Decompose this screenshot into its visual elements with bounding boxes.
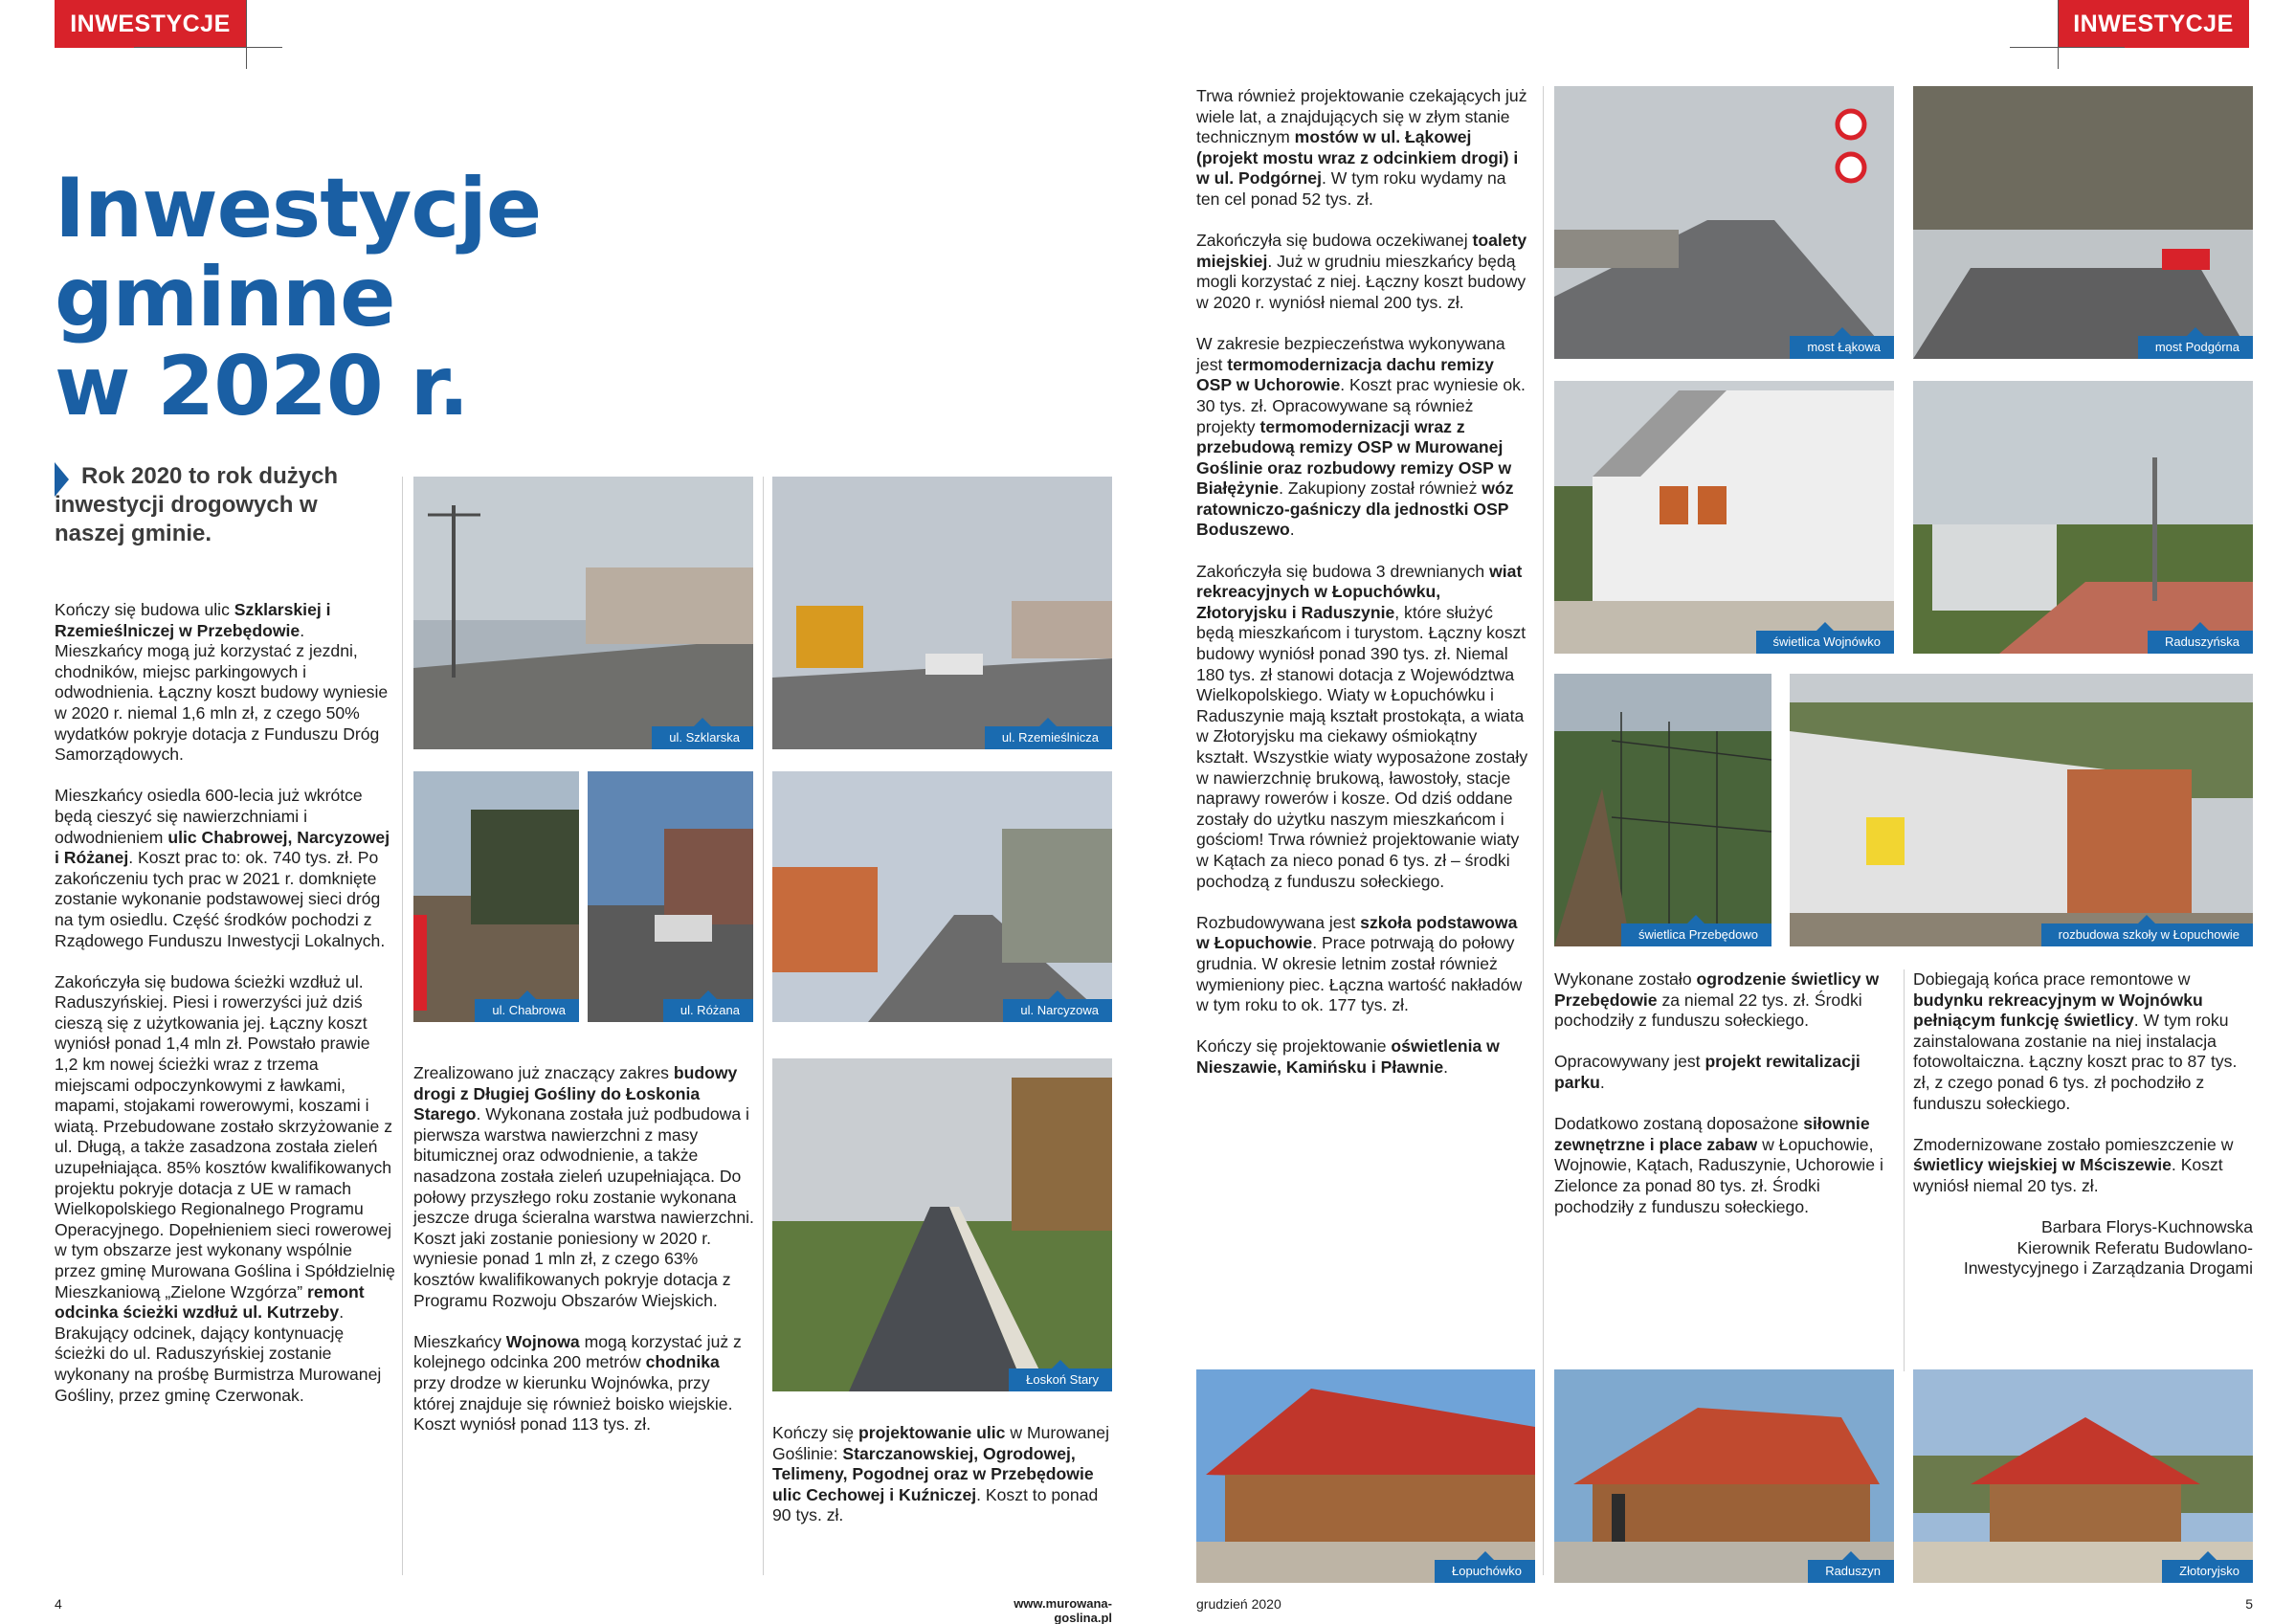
paragraph: Trwa również projektowanie czekających już wiele lat, a znajdujących się w złym stanie technicznym mostów w ul. Łąkowej (projekt mostu wraz z odcinkiem drogi) i w ul. Podgórnej. W tym roku wydamy na ten cel ponad 52 tys. zł. xyxy=(1196,86,1527,209)
lead-text: Rok 2020 to rok dużych inwestycji drogowych w naszej gminie. xyxy=(55,463,339,546)
page-number-right: 5 xyxy=(2245,1596,2253,1612)
author-signature: Barbara Florys-Kuchnowska Kierownik Referatu Budowlano- Inwestycyjnego i Zarządzania Drogami xyxy=(1963,1217,2253,1279)
footer-date: grudzień 2020 xyxy=(1196,1596,1281,1612)
paragraph: Kończy się projektowanie ulic w Murowanej Goślinie: Starczanowskiej, Ogrodowej, Telimeny, Pogodnej oraz w Przebędowie ulic Cechowej i Kuźniczej. Koszt to ponad 90 tys. zł. xyxy=(772,1423,1110,1525)
paragraph: Wykonane zostało ogrodzenie świetlicy w Przebędowie za niemal 22 tys. zł. Środki pochodziły z funduszu sołeckiego. xyxy=(1554,969,1880,1031)
paragraph: Zakończyła się budowa oczekiwanej toalety miejskiej. Już w grudniu mieszkańcy będą mogli korzystać z niej. Łączny koszt budowy w 2020 r. wyniósł niemal 200 tys. zł. xyxy=(1196,231,1527,312)
photo-ul-rozana xyxy=(588,771,753,1022)
photo-ul-rzemieslnicza xyxy=(772,477,1112,749)
photo-zlotoryjsko xyxy=(1913,1369,2253,1583)
text-column-2 xyxy=(413,1063,755,1435)
paragraph: Rozbudowywana jest szkoła podstawowa w Łopuchowie. Prace potrwają do połowy grudnia. W okresie letnim został również wymieniony piec. Łączna wartość nakładów w tym roku to ok. 177 tys. zł. xyxy=(1196,912,1523,1015)
text-column-6 xyxy=(1913,969,2253,1279)
photo-caption: świetlica Przebędowo xyxy=(1621,923,1771,946)
photo-swietlica-przebedowo xyxy=(1554,674,1771,946)
photo-caption: ul. Chabrowa xyxy=(475,999,579,1022)
paragraph: Kończy się budowa ulic Szklarskiej i Rzemieślniczej w Przebędowie. Mieszkańcy mogą już korzystać z jezdni, chodników, miejsc parkingowych i odwodnienia. Łączny koszt budowy wyniesie w 2020 r. niemal 1,6 mln zł, z czego 50% wydatków pokryje dotacja z Funduszu Dróg Samorządowych. xyxy=(55,600,389,765)
photo-most-podgorna xyxy=(1913,86,2253,359)
crop-mark xyxy=(2058,0,2059,69)
photo-caption: Łoskoń Stary xyxy=(1009,1368,1112,1391)
paragraph: Zmodernizowane zostało pomieszczenie w świetlicy wiejskiej w Mściszewie. Koszt wyniósł niemal 20 tys. zł. xyxy=(1913,1134,2234,1195)
paragraph: Opracowywany jest projekt rewitalizacji parku. xyxy=(1554,1052,1861,1092)
photo-caption: świetlica Wojnówko xyxy=(1756,631,1894,654)
paragraph: Kończy się projektowanie oświetlenia w Nieszawie, Kamińsku i Pławnie. xyxy=(1196,1036,1500,1077)
page-number-left: 4 xyxy=(55,1596,62,1612)
column-divider xyxy=(402,477,403,1575)
photo-raduszyn xyxy=(1554,1369,1894,1583)
paragraph: W zakresie bezpieczeństwa wykonywana jest termomodernizacja dachu remizy OSP w Uchorowie. Koszt prac wyniesie ok. 30 tys. zł. Opracowywane są również projekty termomodernizacji wraz z przebudową remizy OSP w Murowanej Goślinie oraz rozbudowy remizy OSP w Białężynie. Zakupiony został również wóz ratowniczo-gaśniczy dla jednostki OSP Boduszewo. xyxy=(1196,334,1526,540)
photo-caption: Złotoryjsko xyxy=(2162,1560,2253,1583)
photo-caption: ul. Różana xyxy=(663,999,753,1022)
article-title: Inwestycje gminne w 2020 r. xyxy=(55,161,542,434)
photo-swietlica-wojnowko xyxy=(1554,381,1894,654)
text-column-3 xyxy=(772,1423,1114,1526)
section-tab-left: INWESTYCJE xyxy=(55,0,246,48)
paragraph: Mieszkańcy Wojnowa mogą korzystać już z kolejnego odcinka 200 metrów chodnika przy drodze w kierunku Wojnówka, przy której znajduje się również boisko wiejskie. Koszt wyniósł ponad 113 tys. zł. xyxy=(413,1331,742,1435)
paragraph: Zakończyła się budowa ścieżki wzdłuż ul. Raduszyńskiej. Piesi i rowerzyści już dziś cieszą się z użytkowania jej. Łączny koszt wyniósł ponad 1,4 mln zł. Powstało prawie 1,2 km nowej ścieżki wraz z trzema miejscami odpoczynkowymi z ławkami, mapami, stojakami rowerowymi, koszami i wiatą. Przebudowane zostało skrzyżowanie z ul. Długą, a także zasadzona została zieleń uzupełniająca. 85% kosztów kwalifikowanych projektu pokryje dotacja z UE w ramach Wielkopolskiego Regionalnego Programu Operacyjnego. Dopełnieniem sieci rowerowej w tym obszarze jest wykonany wspólnie przez gminę Murowana Goślina i Spółdzielnię Mieszkaniową „Zielone Wzgórza” remont odcinka ścieżki wzdłuż ul. Kutrzeby. Brakujący odcinek, dający kontynuację ścieżki do ul. Raduszyńskiej zostanie wykonany na prośbę Burmistrza Murowanej Gośliny, przez gminę Czerwonak. xyxy=(55,971,395,1405)
section-tab-right: INWESTYCJE xyxy=(2058,0,2249,48)
footer-website: www.murowana-goslina.pl xyxy=(1014,1596,1112,1624)
photo-caption: ul. Narcyzowa xyxy=(1003,999,1112,1022)
lead-block xyxy=(55,462,385,548)
photo-ul-chabrowa xyxy=(413,771,579,1022)
photo-raduszynska xyxy=(1913,381,2253,654)
photo-caption: ul. Szklarska xyxy=(652,726,753,749)
paragraph: Dodatkowo zostaną doposażone siłownie zewnętrzne i place zabaw w Łopuchowie, Wojnowie, Kątach, Raduszynie, Uchorowie i Zielonce za ponad 80 tys. zł. Środki pochodziły z funduszu sołeckiego. xyxy=(1554,1114,1883,1216)
text-column-5 xyxy=(1554,969,1899,1217)
photo-ul-narcyzowa xyxy=(772,771,1112,1022)
paragraph: Dobiegają końca prace remontowe w budynku rekreacyjnym w Wojnówku pełniącym funkcję świetlicy. W tym roku zainstalowana zostanie na niej instalacja fotowoltaiczna. Łączny koszt prac to 87 tys. zł, z czego ponad 6 tys. zł pochodziło z funduszu sołeckiego. xyxy=(1913,969,2238,1113)
triangle-arrow-icon xyxy=(55,462,69,497)
column-divider xyxy=(1904,969,1905,1371)
text-column-1 xyxy=(55,600,395,1406)
photo-caption: Łopuchówko xyxy=(1435,1560,1535,1583)
photo-most-lakowa xyxy=(1554,86,1894,359)
photo-caption: Raduszyńska xyxy=(2148,631,2253,654)
photo-szkola-lopuchowo xyxy=(1790,674,2253,946)
crop-mark xyxy=(134,47,282,48)
crop-mark xyxy=(246,0,247,69)
photo-ul-szklarska xyxy=(413,477,753,749)
photo-caption: most Łąkowa xyxy=(1790,336,1894,359)
paragraph: Zakończyła się budowa 3 drewnianych wiat rekreacyjnych w Łopuchówku, Złotoryjsku i Raduszynie, które służyć będą mieszkańcom i turystom. Łączny koszt budowy wyniósł ponad 390 tys. zł. Niemal 180 tys. zł stanowi dotacja z Województwa Wielkopolskiego. Wiaty w Łopuchówku i Raduszynie mają kształt prostokąta, a wiata w Złotoryjsku ma ciekawy ośmiokątny kształt. Wszystkie wiaty wyposażone zostały w nawierzchnię brukową, ławostoły, stacje naprawy rowerów i kosze. Od dziś oddane zostały do użytku naszym mieszkańcom i gościom! Trwa również projektowanie wiaty w Kątach za nieco ponad 6 tys. zł – środki pochodzą z funduszu sołeckiego. xyxy=(1196,561,1528,891)
text-column-4 xyxy=(1196,86,1533,1079)
photo-caption: ul. Rzemieślnicza xyxy=(985,726,1112,749)
photo-caption: Raduszyn xyxy=(1808,1560,1894,1583)
photo-lopuchowko xyxy=(1196,1369,1535,1583)
crop-mark xyxy=(2010,47,2125,48)
paragraph: Zrealizowano już znaczący zakres budowy drogi z Długiej Gośliny do Łoskonia Starego. Wykonana została już podbudowa i pierwsza warstwa nawierzchni z masy bitumicznej oraz odwodnienie, a także nasadzona została zieleń uzupełniająca. Do połowy przyszłego roku zostanie wykonana jeszcze druga ścieralna warstwa nawierzchni. Koszt jaki zostanie poniesiony w 2020 r. wyniesie ponad 1 mln zł, z czego 63% kosztów kwalifikowanych pokryje dotacja z Programu Rozwoju Obszarów Wiejskich. xyxy=(413,1063,754,1310)
column-divider xyxy=(763,477,764,1575)
paragraph: Mieszkańcy osiedla 600-lecia już wkrótce będą cieszyć się nawierzchniami i odwodnieniem ulic Chabrowej, Narcyzowej i Różanej. Koszt prac to: ok. 740 tys. zł. Po zakończeniu tych prac w 2021 r. domknięte zostanie wykonanie podstawowej sieci dróg na tym osiedlu. Część środków pochodzi z Rządowego Funduszu Inwestycji Lokalnych. xyxy=(55,786,390,950)
column-divider xyxy=(1543,86,1544,1575)
photo-caption: most Podgórna xyxy=(2138,336,2253,359)
photo-caption: rozbudowa szkoły w Łopuchowie xyxy=(2041,923,2253,946)
photo-loskon-stary xyxy=(772,1058,1112,1391)
